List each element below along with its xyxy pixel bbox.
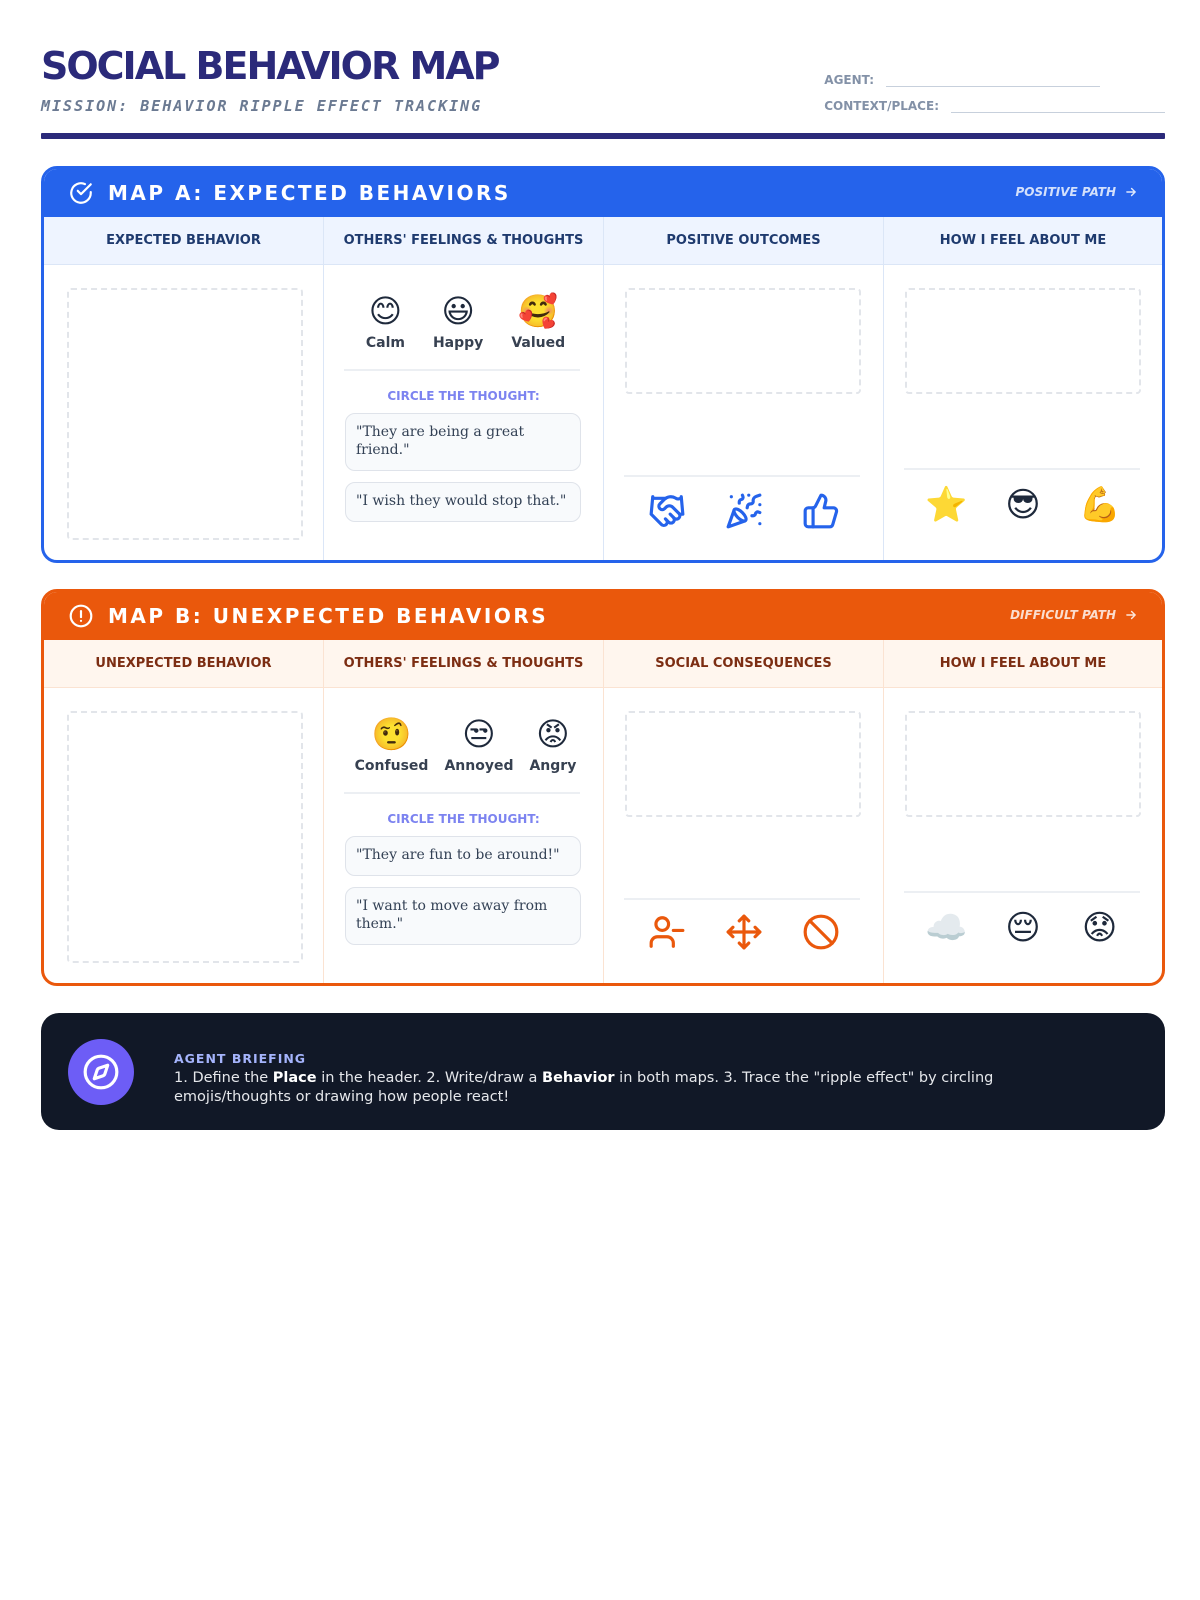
agent-input-line[interactable] (886, 73, 1100, 87)
emotion-annoyed[interactable] (444, 714, 513, 774)
arrow-right-icon (1124, 185, 1138, 199)
column-header: HOW I FEEL ABOUT ME (884, 217, 1162, 265)
divider (624, 475, 860, 477)
consequence-drawing-box[interactable] (625, 711, 861, 817)
briefing-text: in both maps. 3. Trace the "ripple effect" by circling emojis/thoughts or drawing how people react! (174, 1070, 994, 1105)
page-subtitle: MISSION: BEHAVIOR RIPPLE EFFECT TRACKING (41, 97, 483, 115)
unexpected-behavior-column (44, 640, 324, 983)
emotion-valued[interactable] (511, 291, 565, 351)
emotion-label: Calm (365, 335, 405, 351)
consequence-icon-row (604, 912, 883, 952)
column-header: HOW I FEEL ABOUT ME (884, 640, 1162, 688)
context-input-line[interactable] (951, 99, 1165, 113)
circle-the-thought-label: CIRCLE THE THOUGHT: (387, 389, 540, 403)
agent-label: AGENT: (824, 73, 874, 87)
divider (344, 792, 580, 794)
raised-eyebrow-face-icon: 🤨 (371, 715, 412, 753)
map-a-card (41, 166, 1165, 563)
others-feelings-column (324, 217, 604, 560)
grinning-face-icon: 😃 (441, 292, 475, 330)
angry-face-icon: 😡 (536, 715, 570, 753)
compass-icon (68, 1039, 134, 1105)
column-header: OTHERS' FEELINGS & THOUGHTS (324, 640, 603, 688)
user-minus-icon[interactable] (647, 912, 687, 952)
handshake-icon[interactable] (647, 491, 687, 531)
page-header (41, 0, 1165, 140)
self-emoji-row (884, 485, 1162, 525)
context-field[interactable] (824, 99, 1165, 113)
column-header: POSITIVE OUTCOMES (604, 217, 883, 265)
divider (904, 891, 1140, 893)
emotion-label: Annoyed (444, 758, 514, 774)
agent-briefing-panel (41, 1013, 1165, 1130)
pensive-face-icon[interactable]: 😔 (1005, 908, 1041, 948)
divider (344, 369, 580, 371)
emotion-label: Confused (354, 758, 429, 774)
move-arrows-icon[interactable] (724, 912, 764, 952)
map-a-title: MAP A: EXPECTED BEHAVIORS (108, 181, 511, 205)
unamused-face-icon: 😒 (462, 715, 496, 753)
emotion-label: Angry (529, 758, 577, 774)
header-divider (41, 133, 1165, 139)
circle-the-thought-label: CIRCLE THE THOUGHT: (387, 812, 540, 826)
expected-behavior-drawing-box[interactable] (67, 288, 303, 540)
column-header: EXPECTED BEHAVIOR (44, 217, 323, 265)
context-label: CONTEXT/PLACE: (824, 99, 939, 113)
arrow-right-icon (1124, 608, 1138, 622)
unexpected-behavior-drawing-box[interactable] (67, 711, 303, 963)
emotion-happy[interactable] (433, 291, 483, 351)
outcome-drawing-box[interactable] (625, 288, 861, 394)
how-i-feel-column (884, 217, 1162, 560)
map-b-title: MAP B: UNEXPECTED BEHAVIORS (108, 604, 549, 628)
column-header: UNEXPECTED BEHAVIOR (44, 640, 323, 688)
divider (624, 898, 860, 900)
positive-path-text: POSITIVE PATH (1015, 185, 1116, 199)
emotion-label: Happy (432, 335, 484, 351)
flexed-bicep-icon[interactable]: 💪 (1078, 485, 1121, 525)
cloud-icon[interactable]: ☁️ (925, 908, 968, 948)
difficult-path-text: DIFFICULT PATH (1010, 608, 1116, 622)
emotion-row (324, 714, 603, 774)
thumbs-up-icon[interactable] (801, 491, 841, 531)
thought-option[interactable]: "They are fun to be around!" (345, 836, 581, 876)
map-a-header (44, 169, 1162, 217)
ban-icon[interactable] (801, 912, 841, 952)
column-header: SOCIAL CONSEQUENCES (604, 640, 883, 688)
positive-outcomes-column (604, 217, 884, 560)
briefing-text: 1. Define the (174, 1070, 273, 1086)
self-emoji-row (884, 908, 1162, 948)
emotion-row (324, 291, 603, 351)
emotion-angry[interactable] (529, 714, 576, 774)
emotion-confused[interactable] (355, 714, 429, 774)
worksheet-page (41, 0, 1165, 1105)
map-b-header (44, 592, 1162, 640)
party-popper-icon[interactable] (724, 491, 764, 531)
self-feeling-drawing-box[interactable] (905, 711, 1141, 817)
smiling-face-hearts-icon: 🥰 (518, 292, 559, 330)
self-feeling-drawing-box[interactable] (905, 288, 1141, 394)
how-i-feel-column (884, 640, 1162, 983)
page-title: SOCIAL BEHAVIOR MAP (41, 44, 499, 88)
column-header: OTHERS' FEELINGS & THOUGHTS (324, 217, 603, 265)
difficult-path-label (1010, 608, 1138, 622)
thought-option[interactable]: "They are being a great friend." (345, 413, 581, 471)
expected-behavior-column (44, 217, 324, 560)
emotion-label: Valued (511, 335, 566, 351)
emotion-calm[interactable] (366, 291, 405, 351)
thought-option[interactable]: "I wish they would stop that." (345, 482, 581, 522)
worried-face-icon[interactable]: 😟 (1081, 908, 1118, 948)
briefing-title: AGENT BRIEFING (174, 1051, 307, 1066)
sunglasses-face-icon[interactable]: 😎 (1005, 485, 1041, 525)
briefing-bold-place: Place (272, 1070, 317, 1086)
positive-path-label (1016, 185, 1138, 199)
briefing-bold-behavior: Behavior (542, 1070, 615, 1086)
map-b-card (41, 589, 1165, 986)
divider (904, 468, 1140, 470)
social-consequences-column (604, 640, 884, 983)
star-icon[interactable]: ⭐ (925, 485, 968, 525)
briefing-instructions (174, 1069, 1114, 1107)
outcome-icon-row (604, 491, 883, 531)
alert-circle-icon (68, 603, 94, 629)
check-circle-icon (68, 180, 94, 206)
thought-option[interactable]: "I want to move away from them." (345, 887, 581, 945)
others-feelings-column (324, 640, 604, 983)
briefing-text: in the header. 2. Write/draw a (316, 1070, 543, 1086)
agent-field[interactable] (824, 73, 1100, 87)
smiling-face-icon: 😊 (368, 292, 403, 330)
